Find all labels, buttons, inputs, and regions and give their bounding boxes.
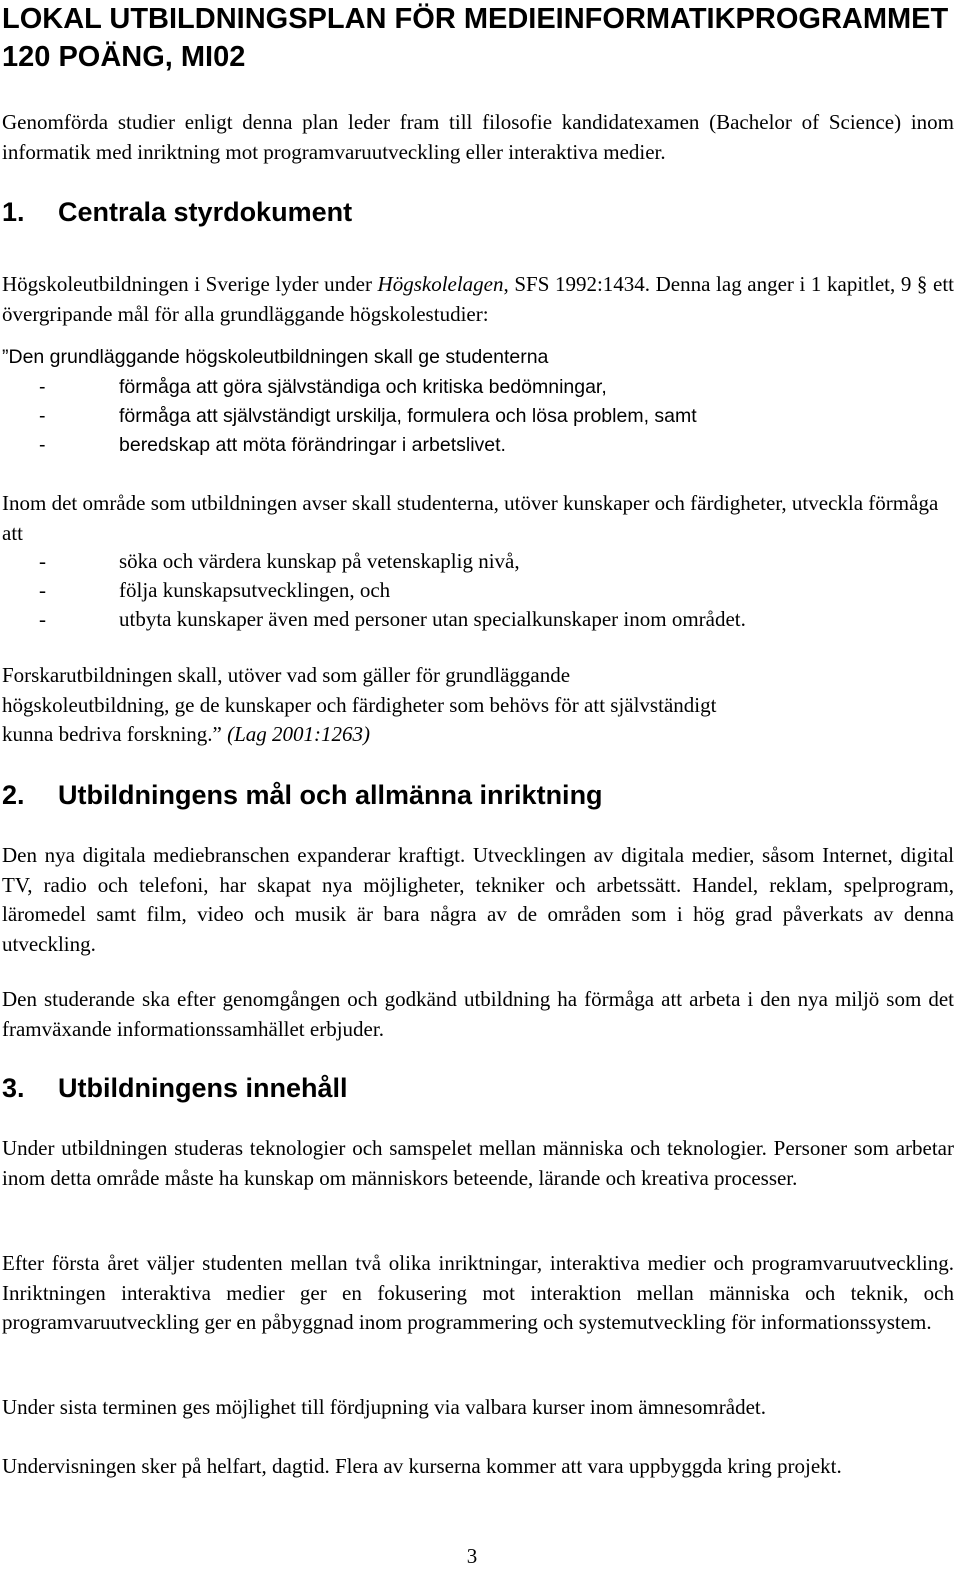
section-3-paragraph-1: Under utbildningen studeras teknologier och samspelet mellan människa och teknologier. Personer som arbetar inom detta område måste ha kunskap om människors beteende, lärande och kreativa processer.	[2, 1136, 954, 1190]
law-reference: (Lag 2001:1263)	[227, 722, 371, 746]
section-1-paragraph-3	[2, 661, 742, 750]
document-title: LOKAL UTBILDNINGSPLAN FÖR MEDIEINFORMATIKPROGRAMMET 120 POÄNG, MI02	[2, 3, 949, 73]
section-2-paragraph-1: Den nya digitala mediebranschen expanderar kraftigt. Utvecklingen av digitala medier, såsom Internet, digital TV, radio och telefoni, har skapat nya möjligheter, tekniker och arbetssätt. Handel, reklam, spelprogram, läromedel samt film, video och musik är bara några av de områden som i hög grad påverkats av denna utveckling.	[2, 843, 954, 956]
quote-intro: ”Den grundläggande högskoleutbildningen skall ge studenterna	[2, 346, 549, 368]
intro-paragraph: Genomförda studier enligt denna plan leder fram till filosofie kandidatexamen (Bachelor of Science) inom informatik med inriktning mot programvaruutveckling eller interaktiva medier.	[2, 110, 954, 164]
list-item-text: förmåga att göra självständiga och kritiska bedömningar,	[119, 376, 607, 398]
dash-marker: -	[39, 434, 46, 456]
dash-marker: -	[39, 405, 46, 427]
paragraph-text: Högskoleutbildningen i Sverige lyder under	[2, 272, 378, 296]
section-1-title: Centrala styrdokument	[58, 197, 353, 227]
section-3-paragraph-4: Undervisningen sker på helfart, dagtid. Flera av kurserna kommer att vara uppbyggda kring projekt.	[2, 1454, 842, 1478]
section-1-paragraph-1	[2, 270, 954, 329]
list-item-text: förmåga att självständigt urskilja, formulera och lösa problem, samt	[119, 405, 697, 427]
section-3-paragraph-2: Efter första året väljer studenten mellan två olika inriktningar, interaktiva medier och programvaruutveckling. Inriktningen interaktiva medier ger en fokusering mot interaktion mellan människa och teknik, och programvaruutveckling ger en påbyggnad inom programmering och systemutveckling för informationssystem.	[2, 1251, 954, 1334]
list-item-text: utbyta kunskaper även med personer utan specialkunskaper inom området.	[119, 607, 746, 631]
section-2-number: 2.	[2, 780, 25, 810]
dash-marker: -	[39, 376, 46, 398]
section-3-paragraph-3: Under sista terminen ges möjlighet till fördjupning via valbara kurser inom ämnesområdet.	[2, 1395, 766, 1419]
section-1-number: 1.	[2, 197, 25, 227]
paragraph-text: Forskarutbildningen skall, utöver vad som gäller för grundläggande högskoleutbildning, ge de kunskaper och färdigheter som behövs för att självständigt kunna bedriva forskning.”	[2, 663, 717, 746]
page-number: 3	[466, 1544, 478, 1568]
dash-marker: -	[39, 578, 46, 602]
list-item-text: söka och värdera kunskap på vetenskaplig nivå,	[119, 549, 520, 573]
section-1-paragraph-2: Inom det område som utbildningen avser skall studenterna, utöver kunskaper och färdigheter, utveckla förmåga att	[2, 491, 939, 545]
section-3-title: Utbildningens innehåll	[58, 1073, 348, 1103]
section-2-paragraph-2: Den studerande ska efter genomgången och godkänd utbildning ha förmåga att arbeta i den nya miljö som det framväxande informationssamhället erbjuder.	[2, 987, 954, 1041]
section-2-heading	[2, 779, 603, 811]
section-2-title: Utbildningens mål och allmänna inriktning	[58, 780, 603, 810]
paragraph-text: , SFS 1992:1434. Denna lag anger i 1 kapitlet, 9 § ett övergripande mål för alla grundläggande högskolestudier:	[2, 272, 954, 326]
list-item-text: följa kunskapsutvecklingen, och	[119, 578, 391, 602]
dash-marker: -	[39, 549, 46, 573]
section-3-number: 3.	[2, 1073, 25, 1103]
section-3-heading	[2, 1072, 348, 1104]
list-item-text: beredskap att möta förändringar i arbetslivet.	[119, 434, 506, 456]
section-1-heading	[2, 196, 352, 228]
law-name: Högskolelagen	[377, 272, 504, 296]
dash-marker: -	[39, 607, 46, 631]
